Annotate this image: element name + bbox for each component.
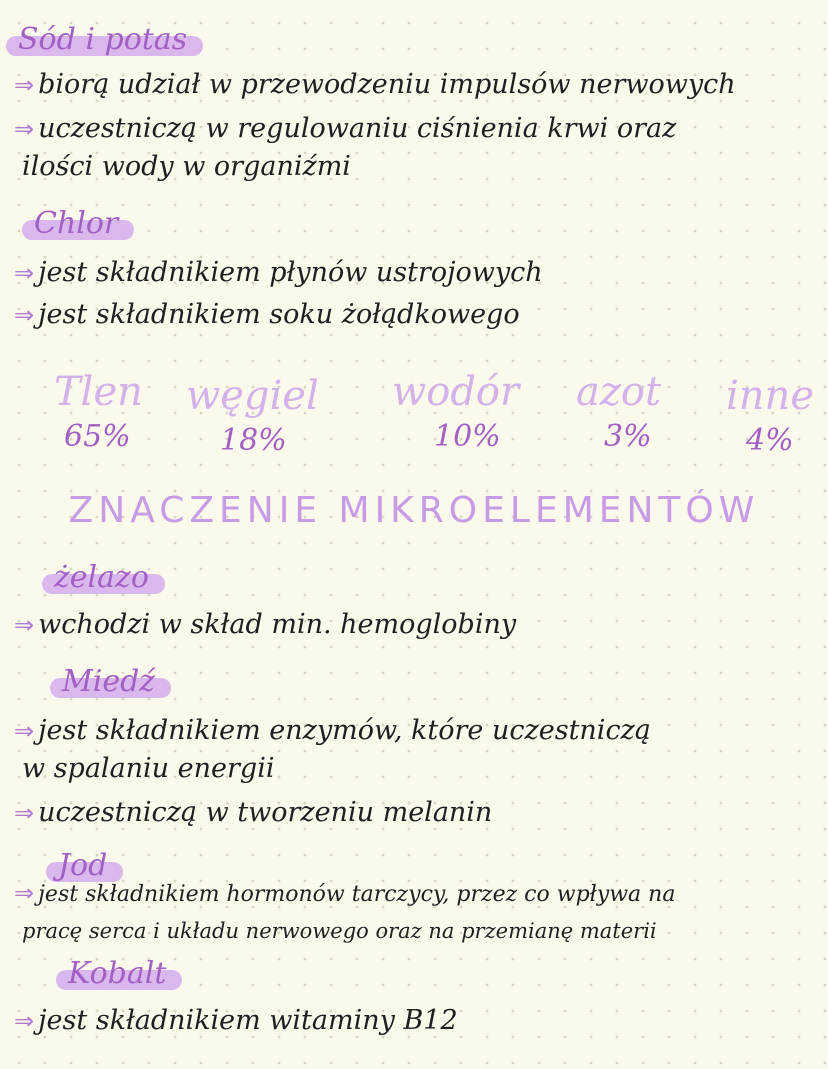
element-name-wegiel: węgiel: [186, 373, 319, 419]
arrow-right-icon: ⇒: [14, 611, 35, 639]
heading-chlor: [28, 206, 132, 242]
bullet-text: jest składnikiem soku żołądkowego: [38, 299, 520, 330]
heading-zelazo-text: żelazo: [54, 560, 149, 595]
bullet-chlor-2: [14, 298, 820, 332]
bullet-sod-potas-2-continuation: ilości wody w organiźmi: [22, 151, 351, 182]
element-percent-inne: 4%: [746, 423, 794, 458]
bullet-text: jest składnikiem płynów ustrojowych: [38, 257, 543, 288]
heading-miedz-text: Miedź: [62, 664, 156, 699]
bullet-text: jest składnikiem enzymów, które uczestniczą: [38, 715, 651, 746]
heading-miedz: [56, 664, 169, 700]
bullet-chlor-1: [14, 256, 820, 290]
arrow-right-icon: ⇒: [14, 879, 35, 907]
bullet-sod-potas-2: [14, 112, 820, 146]
bullet-text: wchodzi w skład min. hemoglobiny: [38, 609, 517, 640]
element-name-wodor: wodór: [392, 369, 520, 415]
arrow-right-icon: ⇒: [14, 1007, 35, 1035]
bullet-kobalt-1: [14, 1004, 820, 1038]
bullet-text: uczestniczą w regulowaniu ciśnienia krwi oraz: [38, 113, 677, 144]
arrow-right-icon: ⇒: [14, 717, 35, 745]
bullet-text: uczestniczą w tworzeniu melanin: [38, 797, 493, 828]
element-name-tlen: Tlen: [54, 369, 143, 415]
element-name-azot: azot: [576, 369, 662, 415]
element-name-inne: inne: [726, 373, 814, 419]
section-title-mikroelementy: ZNACZENIE MIKROELEMENTÓW: [68, 490, 760, 531]
bullet-text: jest składnikiem hormonów tarczycy, przez co wpływa na: [38, 882, 676, 907]
element-percent-wodor: 10%: [434, 419, 501, 454]
bullet-jod-1-continuation: pracę serca i układu nerwowego oraz na przemianę materii: [22, 919, 657, 943]
arrow-right-icon: ⇒: [14, 71, 35, 99]
heading-sod-potas: [12, 22, 201, 58]
heading-kobalt: [62, 956, 180, 992]
heading-kobalt-text: Kobalt: [68, 956, 167, 991]
bullet-sod-potas-1: [14, 68, 820, 102]
bullet-jod-1: [14, 876, 820, 912]
element-percent-azot: 3%: [604, 419, 652, 454]
arrow-right-icon: ⇒: [14, 115, 35, 143]
heading-sod-potas-text: Sód i potas: [18, 22, 188, 57]
heading-jod-text: Jod: [58, 848, 108, 883]
element-percent-tlen: 65%: [64, 419, 131, 454]
bullet-miedz-1-continuation: w spalaniu energii: [22, 753, 275, 784]
bullet-miedz-1: [14, 714, 820, 748]
element-percent-wegiel: 18%: [220, 423, 287, 458]
arrow-right-icon: ⇒: [14, 799, 35, 827]
bullet-miedz-2: [14, 796, 820, 830]
heading-jod: [52, 848, 121, 884]
bullet-zelazo-1: [14, 608, 820, 642]
heading-zelazo: [48, 560, 163, 596]
arrow-right-icon: ⇒: [14, 301, 35, 329]
arrow-right-icon: ⇒: [14, 259, 35, 287]
heading-chlor-text: Chlor: [34, 206, 119, 241]
bullet-text: jest składnikiem witaminy B12: [38, 1005, 458, 1036]
bullet-text: biorą udział w przewodzeniu impulsów nerwowych: [38, 69, 736, 100]
